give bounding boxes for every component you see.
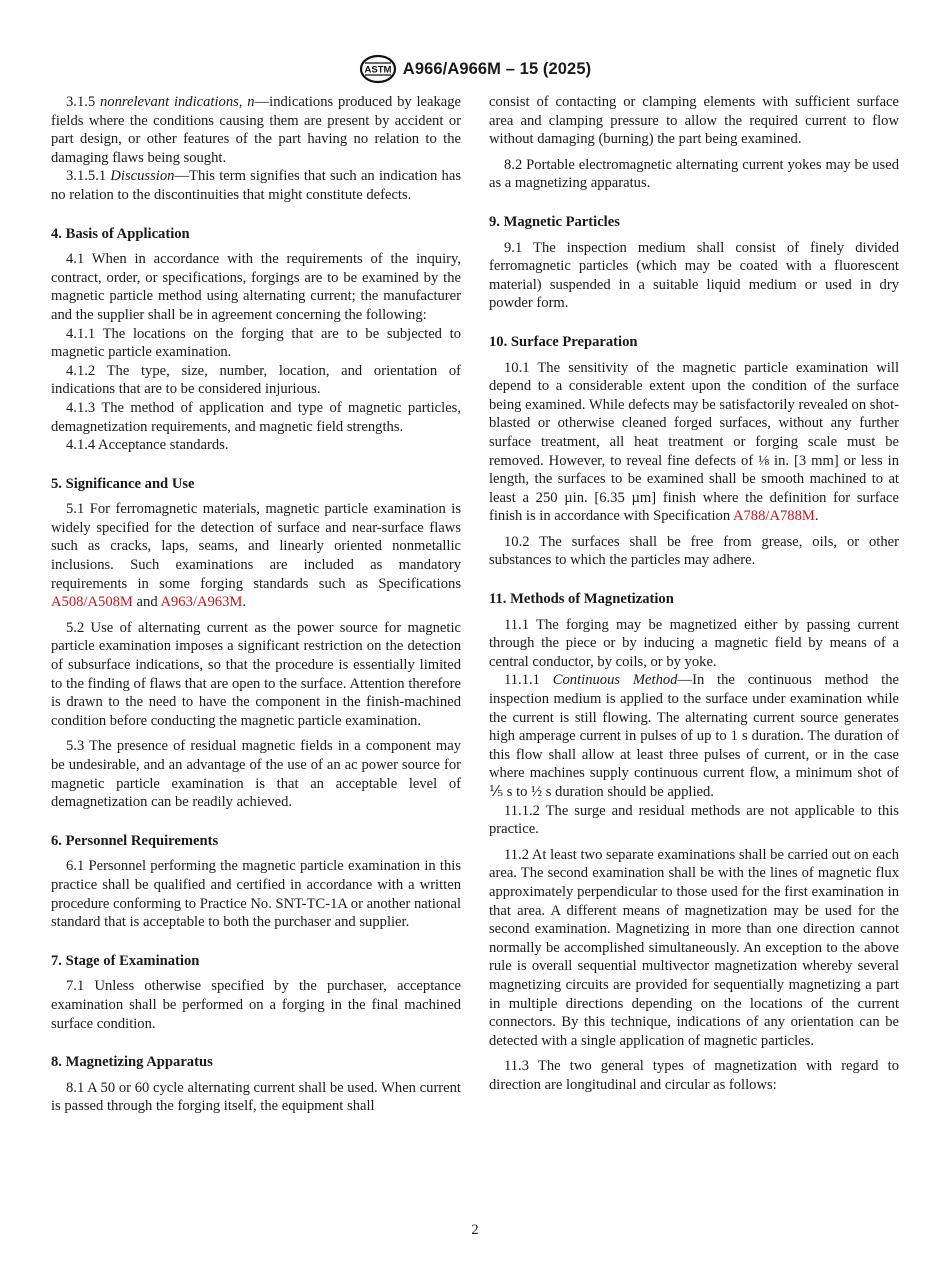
link-a788[interactable]: A788/A788M [732, 508, 815, 525]
paragraph-11-1-1: 11.1.1 Continuous Method—In the continuous method the inspection medium is applied to the surface under examination while the current is still flowing. The alternating current source generates high amperage current in pulses of up to 1 s duration. The duration of this flow shall allow at least three pulses of current, or in the case where machines supply continuous current flow, a minimum shot of ⅕ s to ½ s duration should be applied. [489, 672, 899, 800]
paragraph-8-1-continued: consist of contacting or clamping elements with sufficient surface area and clamping pressure to allow the required current to flow without damaging (burning) the part being examined. [489, 94, 899, 148]
term-discussion: Discussion [110, 168, 175, 185]
term-continuous-method: Continuous Method [552, 672, 678, 689]
section-9-title: 9. Magnetic Particles [489, 213, 620, 230]
section-4-title: 4. Basis of Application [51, 225, 190, 242]
paragraph-10-1: 10.1 The sensitivity of the magnetic particle examination will depend to a considerable extent upon the condition of the surface being examined. While defects may be satisfactorily revealed on shot-blasted or otherwise cleaned forged surfaces, without any further surface treatment, all heat treatment or forging scale must be removed. However, to reveal fine defects of ⅛ in. [3 mm] or less in length, the surfaces to be examined shall be smooth machined to at least a 250 µin. [6.35 µm] finish where the definition for surface finish is in accordance with Specification A788/A788M. [489, 359, 899, 525]
paragraph-4-1-4: 4.1.4 Acceptance standards. [66, 437, 229, 454]
section-7-title: 7. Stage of Examination [51, 952, 200, 969]
paragraph-9-1: 9.1 The inspection medium shall consist of finely divided ferromagnetic particles (which may be coated with a fluorescent material) suspended in a suitable liquid medium or used in dry powder form. [489, 239, 899, 312]
term-nonrelevant-indications: nonrelevant indications, n [99, 94, 255, 110]
paragraph-4-1: 4.1 When in accordance with the requirements of the inquiry, contract, order, or specifications, forgings are to be examined by the magnetic particle method using alternating current; the manufacturer and the supplier shall be in agreement concerning the following: [51, 251, 461, 323]
document-designation: A966/A966M – 15 (2025) [402, 59, 592, 78]
paragraph-11-2: 11.2 At least two separate examinations shall be carried out on each area. The second examination shall be with the lines of magnetic flux approximately perpendicular to those used for the first examination in that area. A different means of magnetization may be used for the second examination. Magnetizing in more than one direction cannot normally be accomplished simultaneously. An exception to the above rule is overall sequential multivector magnetization whereby several magnetizing circuits are provided for sequentially magnetizing a part in multiple directions depending on the locations of the current connectors. By this technique, indications of any orientation can be detected with a single application of magnetic particles. [489, 846, 899, 1049]
page-number: 2 [471, 1222, 479, 1238]
section-6-title: 6. Personnel Requirements [51, 832, 219, 849]
paragraph-5-3: 5.3 The presence of residual magnetic fields in a component may be undesirable, and an advantage of the use of an ac power source for magnetic particle examination is that an acceptable level of demagnetization can be readily achieved. [51, 738, 461, 811]
paragraph-8-2: 8.2 Portable electromagnetic alternating current yokes may be used as a magnetizing apparatus. [489, 156, 899, 192]
paragraph-5-2: 5.2 Use of alternating current as the power source for magnetic particle examination imposes a significant restriction on the detection of subsurface indications, so that the procedure is essentially limited to the finding of flaws that are open to the surface. Attention therefore is drawn to the need to have the component in the finish-machined condition before conducting the magnetic particle examination. [51, 619, 461, 729]
paragraph-11-1: 11.1 The forging may be magnetized either by passing current through the piece or by inducing a magnetic field by means of a central conductor, by coils, or by yoke. [489, 616, 899, 670]
paragraph-11-1-2: 11.1.2 The surge and residual methods are not applicable to this practice. [489, 802, 899, 838]
link-a963[interactable]: A963/A963M [160, 594, 243, 611]
right-column [489, 93, 899, 1095]
astm-logo [359, 54, 397, 84]
astm-logo-text: ASTM [364, 64, 392, 76]
paragraph-4-1-2: 4.1.2 The type, size, number, location, and orientation of indications that are to be considered injurious. [51, 362, 461, 398]
paragraph-8-1: 8.1 A 50 or 60 cycle alternating current shall be used. When current is passed through the forging itself, the equipment shall [51, 1079, 461, 1115]
paragraph-11-3: 11.3 The two general types of magnetization with regard to direction are longitudinal and circular as follows: [489, 1058, 899, 1093]
paragraph-4-1-3: 4.1.3 The method of application and type of magnetic particles, demagnetization requirements, and magnetic field strengths. [51, 399, 461, 435]
paragraph-10-2: 10.2 The surfaces shall be free from grease, oils, or other substances to which the particles may adhere. [489, 533, 899, 569]
section-11-title: 11. Methods of Magnetization [489, 591, 674, 608]
page-header [0, 52, 950, 86]
paragraph-7-1: 7.1 Unless otherwise specified by the purchaser, acceptance examination shall be performed on a forging in the final machined surface condition. [51, 978, 461, 1032]
paragraph-6-1: 6.1 Personnel performing the magnetic particle examination in this practice shall be qualified and certified in accordance with a written procedure conforming to Practice No. SNT-TC-1A or another national standard that is acceptable to both the purchaser and supplier. [51, 858, 461, 931]
link-a508[interactable]: A508/A508M [51, 594, 133, 611]
section-10-title: 10. Surface Preparation [489, 333, 638, 350]
section-8-title: 8. Magnetizing Apparatus [51, 1054, 213, 1071]
section-5-title: 5. Significance and Use [51, 475, 195, 492]
paragraph-4-1-1: 4.1.1 The locations on the forging that are to be subjected to magnetic particle examination. [51, 325, 461, 361]
paragraph-5-1: 5.1 For ferromagnetic materials, magnetic particle examination is widely specified for the detection of surface and near-surface flaws such as cracks, laps, seams, and linearly oriented nonmetallic inclusions. Such examinations are included as mandatory requirements in some forging standards such as Specifications A508/A508M and A963/A963M. [51, 501, 461, 611]
left-column [51, 93, 461, 1116]
paragraph-3-1-5-1: 3.1.5.1 Discussion—This term signifies that such an indication has no relation to the discontinuities that might constitute defects. [51, 168, 462, 203]
paragraph-3-1-5: 3.1.5 nonrelevant indications, n—indications produced by leakage fields where the conditions causing them are present by accident or part design, or other features of the part having no relation to the damaging flaws being sought. [51, 94, 462, 166]
